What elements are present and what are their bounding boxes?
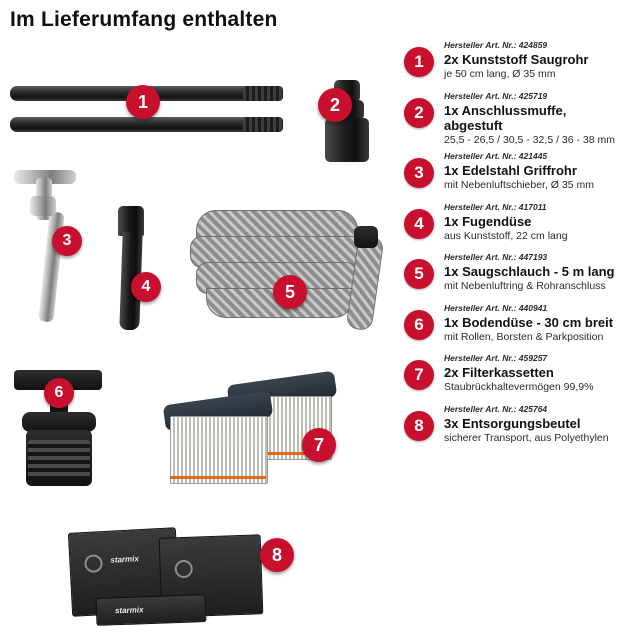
legend-sub-5: mit Nebenluftring & Rohranschluss xyxy=(444,280,606,292)
disposal-bag-brand-1: starmix xyxy=(110,554,140,565)
filter-front-pleats xyxy=(171,417,267,483)
filter-front-accent xyxy=(170,476,266,479)
legend-badge-3: 3 xyxy=(404,158,434,188)
legend-item-4[interactable] xyxy=(404,202,622,248)
legend-sub-7: Staubrückhaltevermögen 99,9% xyxy=(444,381,594,393)
disposal-bag-3 xyxy=(96,594,207,626)
disposal-bag-hole-2 xyxy=(174,560,193,579)
legend-badge-2: 2 xyxy=(404,98,434,128)
legend-item-6[interactable] xyxy=(404,303,622,349)
floor-nozzle-brushes xyxy=(28,440,90,480)
legend-item-2[interactable] xyxy=(404,91,622,147)
marker-hose[interactable]: 5 xyxy=(273,275,307,309)
legend-sub-8: sicherer Transport, aus Polyethylen xyxy=(444,431,609,444)
legend-headline-4: 1x Fugendüse xyxy=(444,213,532,229)
legend-item-3[interactable] xyxy=(404,151,622,197)
marker-disposal-bags[interactable]: 8 xyxy=(260,538,294,572)
filter-cassette-front-body xyxy=(170,416,268,484)
coupling-step-3 xyxy=(325,118,369,162)
legend-badge-6: 6 xyxy=(404,310,434,340)
legend-badge-4: 4 xyxy=(404,209,434,239)
legend-art-number-7: Hersteller Art. Nr.: 459257 xyxy=(444,353,548,363)
grip-tube-air-slider xyxy=(30,196,56,216)
legend-item-7[interactable] xyxy=(404,353,622,399)
legend-art-number-3: Hersteller Art. Nr.: 421445 xyxy=(444,151,548,161)
legend-item-1[interactable] xyxy=(404,40,622,86)
legend-sub-3: mit Nebenluftschieber, Ø 35 mm xyxy=(444,179,594,191)
floor-nozzle-swivel xyxy=(22,412,96,432)
legend-art-number-1: Hersteller Art. Nr.: 424859 xyxy=(444,40,548,50)
legend-headline-1: 2x Kunststoff Saugrohr xyxy=(444,52,589,67)
legend-art-number-4: Hersteller Art. Nr.: 417011 xyxy=(444,201,547,212)
marker-filter-cassettes[interactable]: 7 xyxy=(302,428,336,462)
legend-headline-8: 3x Entsorgungsbeutel xyxy=(444,415,581,431)
legend-sub-1: je 50 cm lang, Ø 35 mm xyxy=(444,68,556,80)
legend-badge-8: 8 xyxy=(404,411,434,441)
legend-art-number-8: Hersteller Art. Nr.: 425764 xyxy=(444,403,548,414)
legend-sub-6: mit Rollen, Borsten & Parkposition xyxy=(444,330,604,343)
legend-headline-6: 1x Bodendüse - 30 cm breit xyxy=(444,314,614,330)
disposal-bag-brand-3: starmix xyxy=(114,605,144,616)
suction-tube-lower-end xyxy=(243,117,283,132)
legend-badge-1: 1 xyxy=(404,47,434,77)
legend-list xyxy=(404,40,622,454)
marker-grip-tube[interactable]: 3 xyxy=(52,226,82,256)
legend-art-number-2: Hersteller Art. Nr.: 425719 xyxy=(444,90,548,101)
legend-sub-2: 25,5 - 26,5 / 30,5 - 32,5 / 36 - 38 mm xyxy=(444,133,616,146)
suction-tube-upper-end xyxy=(243,86,283,101)
page-title: Im Lieferumfang enthalten xyxy=(10,8,278,31)
marker-floor-nozzle[interactable]: 6 xyxy=(44,378,74,408)
legend-headline-2: 1x Anschlussmuffe, abgestuft xyxy=(444,102,567,133)
legend-item-8[interactable] xyxy=(404,404,622,450)
suction-tube-lower xyxy=(10,117,255,132)
marker-coupling[interactable]: 2 xyxy=(318,88,352,122)
legend-art-number-6: Hersteller Art. Nr.: 440941 xyxy=(444,302,548,313)
marker-suction-tubes[interactable]: 1 xyxy=(126,85,160,119)
legend-art-number-5: Hersteller Art. Nr.: 447193 xyxy=(444,252,548,262)
legend-headline-5: 1x Saugschlauch - 5 m lang xyxy=(444,264,615,279)
legend-headline-7: 2x Filterkassetten xyxy=(444,365,554,380)
legend-sub-4: aus Kunststoff, 22 cm lang xyxy=(444,229,568,242)
disposal-bag-hole-1 xyxy=(84,554,103,573)
legend-badge-5: 5 xyxy=(404,259,434,289)
legend-badge-7: 7 xyxy=(404,360,434,390)
legend-headline-3: 1x Edelstahl Griffrohr xyxy=(444,163,577,178)
marker-crevice-nozzle[interactable]: 4 xyxy=(131,272,161,302)
hose-connector-cuff xyxy=(354,226,378,248)
legend-item-5[interactable] xyxy=(404,252,622,298)
